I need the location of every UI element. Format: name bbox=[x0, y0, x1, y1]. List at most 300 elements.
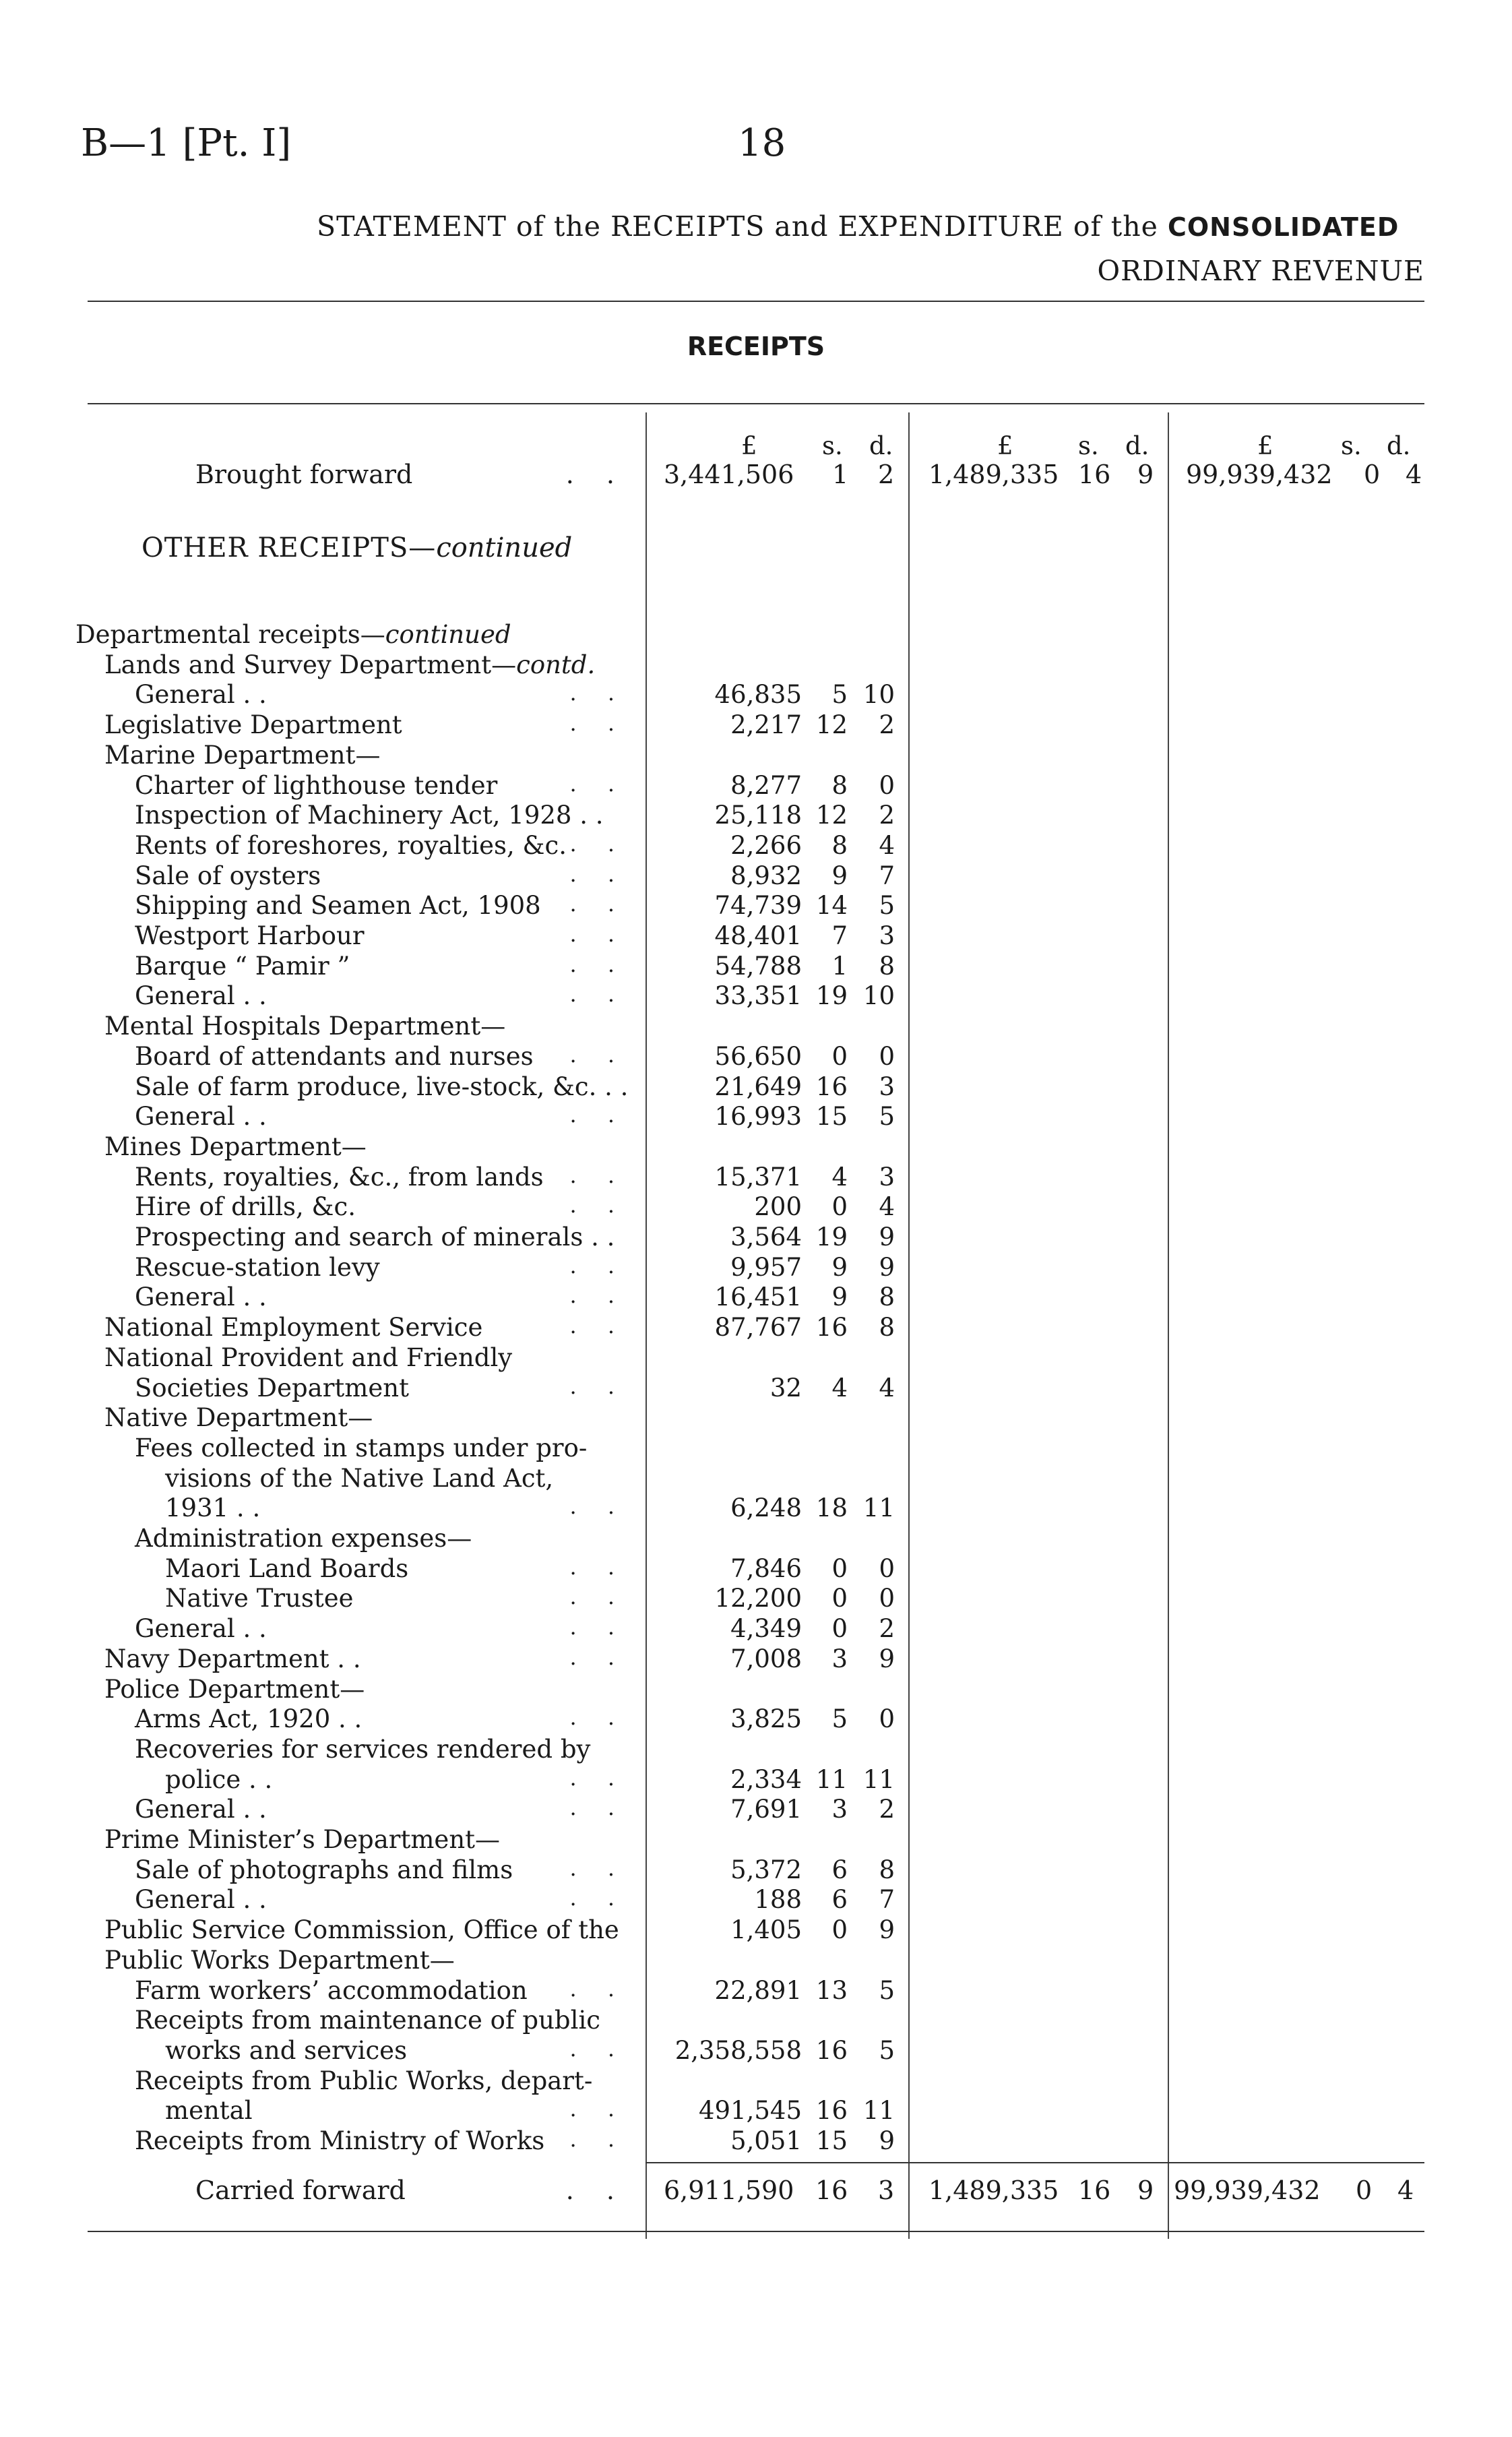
table-row bbox=[0, 1493, 1512, 1523]
amount-pounds: 25,118 bbox=[714, 801, 802, 830]
col2-pound-header: £ bbox=[997, 431, 1013, 460]
row-label-text: Inspection of Machinery Act, 1928 . . bbox=[135, 801, 604, 830]
row-label-text: Native Department— bbox=[104, 1403, 373, 1433]
row-label bbox=[104, 1343, 512, 1372]
table-row bbox=[0, 1675, 1512, 1704]
amount-pounds: 7,846 bbox=[730, 1553, 802, 1583]
table-row bbox=[0, 1072, 1512, 1102]
row-label-text: Police Department— bbox=[104, 1674, 365, 1704]
page-number: 18 bbox=[738, 121, 786, 165]
table-row bbox=[0, 861, 1512, 891]
amount-pounds: 7,691 bbox=[730, 1795, 802, 1824]
row-label bbox=[135, 1253, 380, 1282]
table-row bbox=[0, 1915, 1512, 1945]
row-label bbox=[165, 2096, 253, 2125]
amount-pence: 9 bbox=[879, 1644, 895, 1673]
amount-pounds: 54,788 bbox=[714, 951, 802, 981]
dot-leader: . . bbox=[569, 2035, 627, 2062]
amount-shillings: 12 bbox=[815, 710, 848, 740]
amount-pence: 10 bbox=[862, 981, 895, 1011]
row-label-text: Rents of foreshores, royalties, &c. bbox=[135, 830, 567, 860]
amount-pounds: 15,371 bbox=[714, 1162, 802, 1192]
row-label bbox=[135, 952, 350, 981]
row-label-text: Native Trustee bbox=[165, 1584, 354, 1613]
amount-shillings: 12 bbox=[815, 801, 848, 830]
amount-pence: 0 bbox=[879, 1041, 895, 1071]
table-row bbox=[0, 2126, 1512, 2156]
amount-pounds: 491,545 bbox=[698, 2096, 802, 2126]
table-row bbox=[0, 831, 1512, 861]
amount-shillings: 5 bbox=[831, 680, 848, 710]
row-label bbox=[135, 801, 603, 830]
table-top-rule bbox=[88, 403, 1424, 404]
table-row bbox=[0, 1102, 1512, 1132]
amount-pounds: 32 bbox=[769, 1373, 802, 1402]
row-label bbox=[135, 1614, 267, 1643]
row-label-text: Prime Minister’s Department— bbox=[104, 1825, 501, 1854]
amount-pounds: 1,405 bbox=[730, 1915, 802, 1945]
amount-pence: 10 bbox=[862, 680, 895, 710]
carried-forward-leader: . . bbox=[565, 2176, 627, 2205]
amount-shillings: 16 bbox=[815, 2035, 848, 2065]
table-row bbox=[0, 1433, 1512, 1463]
cf-col1-s: 16 bbox=[815, 2176, 848, 2205]
amount-pounds: 74,739 bbox=[714, 891, 802, 921]
amount-pounds: 33,351 bbox=[714, 981, 802, 1011]
table-row bbox=[0, 620, 1512, 650]
amount-pence: 8 bbox=[879, 1855, 895, 1884]
dot-leader: . . bbox=[569, 1041, 627, 1068]
row-label bbox=[104, 1644, 361, 1673]
col2-d-header: d. bbox=[1125, 431, 1149, 460]
col1-s-header: s. bbox=[822, 431, 843, 460]
table-row bbox=[0, 1554, 1512, 1584]
row-label-text: Administration expenses— bbox=[135, 1524, 472, 1553]
table-row bbox=[0, 710, 1512, 740]
dot-leader: . . bbox=[569, 921, 627, 947]
amount-pounds: 8,277 bbox=[730, 770, 802, 800]
col3-pound-header: £ bbox=[1257, 431, 1273, 460]
table-row bbox=[0, 1644, 1512, 1674]
table-row bbox=[0, 1042, 1512, 1072]
dot-leader: . . bbox=[569, 1644, 627, 1670]
cf-col1-pounds: 6,911,590 bbox=[664, 2176, 794, 2205]
amount-pounds: 8,932 bbox=[730, 861, 802, 890]
amount-pounds: 188 bbox=[754, 1885, 802, 1915]
row-label-text: Navy Department . . bbox=[104, 1644, 361, 1673]
row-label-text: Maori Land Boards bbox=[165, 1553, 409, 1583]
dot-leader: . . bbox=[569, 1493, 627, 1520]
dot-leader: . . bbox=[569, 861, 627, 887]
table-row bbox=[0, 1584, 1512, 1613]
table-row bbox=[0, 1283, 1512, 1312]
cf-col2-d: 9 bbox=[1137, 2176, 1154, 2205]
col3-s-header: s. bbox=[1341, 431, 1362, 460]
table-row bbox=[0, 1192, 1512, 1222]
row-label-text: Westport Harbour bbox=[135, 921, 365, 950]
row-label bbox=[165, 1584, 354, 1613]
amount-shillings: 0 bbox=[831, 1584, 848, 1613]
row-label bbox=[135, 1735, 590, 1764]
table-row bbox=[0, 1343, 1512, 1373]
row-label-text: Barque “ Pamir ” bbox=[135, 951, 350, 981]
row-label bbox=[135, 1976, 528, 2005]
row-label-text: Rents, royalties, &c., from lands bbox=[135, 1162, 544, 1192]
table-row bbox=[0, 1253, 1512, 1283]
table-row bbox=[0, 1313, 1512, 1343]
row-label-text: National Employment Service bbox=[104, 1313, 483, 1343]
row-label-text: General . . bbox=[135, 1885, 267, 1915]
amount-shillings: 9 bbox=[831, 1252, 848, 1282]
table-row bbox=[0, 1735, 1512, 1764]
row-label bbox=[135, 861, 321, 890]
carried-forward-label: Carried forward bbox=[195, 2176, 406, 2205]
amount-pence: 8 bbox=[879, 1283, 895, 1312]
amount-pence: 9 bbox=[879, 1223, 895, 1252]
col2-s-header: s. bbox=[1078, 431, 1099, 460]
cf-col3-s: 0 bbox=[1356, 2176, 1373, 2205]
table-row bbox=[0, 801, 1512, 830]
cf-col3-d: 4 bbox=[1397, 2176, 1414, 2205]
section-heading: RECEIPTS bbox=[687, 332, 825, 361]
amount-shillings: 15 bbox=[815, 1102, 848, 1132]
row-label-text: Mental Hospitals Department— bbox=[104, 1012, 506, 1041]
amount-shillings: 9 bbox=[831, 861, 848, 890]
row-label bbox=[104, 650, 595, 679]
amount-pounds: 7,008 bbox=[730, 1644, 802, 1673]
row-label bbox=[75, 620, 511, 649]
row-label-text: Prospecting and search of minerals . . bbox=[135, 1223, 615, 1252]
row-label-text: works and services bbox=[165, 2035, 408, 2065]
amount-shillings: 6 bbox=[831, 1855, 848, 1884]
cf-col2-pounds: 1,489,335 bbox=[928, 2176, 1059, 2205]
row-label-italic: continued bbox=[385, 620, 511, 649]
row-label bbox=[135, 1855, 513, 1884]
row-label bbox=[104, 741, 381, 770]
amount-pence: 9 bbox=[879, 1915, 895, 1945]
bf-col1-s: 1 bbox=[832, 460, 849, 489]
dot-leader: . . bbox=[569, 951, 627, 977]
bf-col2-s: 16 bbox=[1078, 460, 1111, 489]
amount-pounds: 87,767 bbox=[714, 1313, 802, 1343]
row-label-text: Legislative Department bbox=[104, 710, 402, 740]
bf-col3-d: 4 bbox=[1406, 460, 1422, 489]
amount-shillings: 16 bbox=[815, 2096, 848, 2126]
dot-leader: . . bbox=[569, 710, 627, 737]
row-label-text: Fees collected in stamps under pro- bbox=[135, 1433, 588, 1462]
row-label-text: Board of attendants and nurses bbox=[135, 1041, 534, 1071]
table-row bbox=[0, 771, 1512, 801]
amount-shillings: 7 bbox=[831, 921, 848, 950]
row-label bbox=[104, 1132, 367, 1161]
amount-pence: 0 bbox=[879, 1704, 895, 1734]
row-label-text: Marine Department— bbox=[104, 740, 381, 770]
row-label-text: General . . bbox=[135, 1614, 267, 1644]
amount-pence: 9 bbox=[879, 1252, 895, 1282]
row-label-text: Public Service Commission, Office of the bbox=[104, 1915, 619, 1945]
row-label bbox=[165, 1554, 408, 1583]
row-label bbox=[135, 771, 497, 800]
table-row bbox=[0, 650, 1512, 680]
amount-pence: 7 bbox=[879, 861, 895, 890]
document-reference: B—1 [Pt. I] bbox=[81, 121, 292, 165]
row-label bbox=[135, 1192, 356, 1221]
table-row bbox=[0, 2006, 1512, 2035]
dot-leader: . . bbox=[569, 1102, 627, 1128]
amount-pence: 4 bbox=[879, 1192, 895, 1222]
table-row bbox=[0, 921, 1512, 951]
table-row bbox=[0, 1704, 1512, 1734]
amount-pounds: 48,401 bbox=[714, 921, 802, 950]
amount-pence: 8 bbox=[879, 1313, 895, 1343]
table-row bbox=[0, 2096, 1512, 2126]
row-label-text: Receipts from Ministry of Works bbox=[135, 2126, 545, 2155]
amount-shillings: 13 bbox=[815, 1975, 848, 2005]
table-row bbox=[0, 1946, 1512, 1975]
amount-shillings: 1 bbox=[831, 951, 848, 981]
row-label bbox=[104, 1946, 455, 1975]
amount-pounds: 56,650 bbox=[714, 1041, 802, 1071]
table-row bbox=[0, 1012, 1512, 1041]
col1-pound-header: £ bbox=[741, 431, 757, 460]
amount-pounds: 12,200 bbox=[714, 1584, 802, 1613]
total-top-rule bbox=[645, 2162, 1424, 2163]
row-label bbox=[135, 1283, 267, 1312]
amount-pounds: 46,835 bbox=[714, 680, 802, 710]
row-label-text: Sale of farm produce, live-stock, &c. . . bbox=[135, 1072, 629, 1101]
table-row bbox=[0, 981, 1512, 1011]
amount-shillings: 8 bbox=[831, 830, 848, 860]
dot-leader: . . bbox=[569, 2096, 627, 2122]
amount-pence: 3 bbox=[879, 921, 895, 950]
amount-shillings: 9 bbox=[831, 1283, 848, 1312]
row-label-text: 1931 . . bbox=[165, 1493, 261, 1523]
amount-shillings: 5 bbox=[831, 1704, 848, 1734]
table-row bbox=[0, 1223, 1512, 1252]
amount-pence: 5 bbox=[879, 2035, 895, 2065]
dot-leader: . . bbox=[569, 1283, 627, 1309]
amount-shillings: 18 bbox=[815, 1493, 848, 1523]
table-row bbox=[0, 1825, 1512, 1855]
row-label bbox=[135, 1223, 615, 1252]
row-label bbox=[135, 921, 365, 950]
amount-pence: 3 bbox=[879, 1162, 895, 1192]
amount-pence: 0 bbox=[879, 1553, 895, 1583]
dot-leader: . . bbox=[569, 1313, 627, 1339]
amount-pence: 2 bbox=[879, 710, 895, 740]
row-label bbox=[104, 1825, 500, 1854]
bf-col1-d: 2 bbox=[878, 460, 895, 489]
row-label-text: Receipts from Public Works, depart- bbox=[135, 2066, 593, 2095]
table-row bbox=[0, 1403, 1512, 1433]
row-label bbox=[135, 2066, 592, 2095]
amount-pounds: 2,217 bbox=[730, 710, 802, 740]
amount-pence: 11 bbox=[862, 1764, 895, 1794]
bf-col3-pounds: 99,939,432 bbox=[1186, 460, 1333, 489]
row-label bbox=[165, 1464, 553, 1493]
amount-pence: 0 bbox=[879, 770, 895, 800]
title-plain: STATEMENT of the RECEIPTS and EXPENDITURE of the bbox=[317, 210, 1158, 243]
dot-leader: . . bbox=[569, 1192, 627, 1218]
row-label bbox=[135, 1795, 267, 1824]
row-label-text: Recoveries for services rendered by bbox=[135, 1734, 591, 1764]
amount-pounds: 22,891 bbox=[714, 1975, 802, 2005]
row-label bbox=[135, 1885, 267, 1914]
cf-col3-pounds: 99,939,432 bbox=[1174, 2176, 1321, 2205]
table-row bbox=[0, 1374, 1512, 1403]
amount-pence: 5 bbox=[879, 891, 895, 921]
amount-pounds: 200 bbox=[754, 1192, 802, 1222]
brought-forward-leader: . . bbox=[565, 460, 627, 489]
amount-pence: 4 bbox=[879, 830, 895, 860]
dot-leader: . . bbox=[569, 981, 627, 1008]
row-label bbox=[135, 1072, 628, 1101]
title-bold: CONSOLIDATED bbox=[1167, 212, 1399, 242]
amount-shillings: 0 bbox=[831, 1041, 848, 1071]
row-label bbox=[135, 1374, 409, 1402]
amount-pence: 2 bbox=[879, 1795, 895, 1824]
row-label-text: Shipping and Seamen Act, 1908 bbox=[135, 891, 541, 921]
dot-leader: . . bbox=[569, 891, 627, 917]
amount-pounds: 3,825 bbox=[730, 1704, 802, 1734]
amount-pounds: 2,334 bbox=[730, 1764, 802, 1794]
other-receipts-italic: continued bbox=[436, 532, 573, 563]
table-row bbox=[0, 1614, 1512, 1644]
other-receipts-heading bbox=[141, 532, 572, 563]
table-row bbox=[0, 2036, 1512, 2066]
amount-pounds: 16,451 bbox=[714, 1283, 802, 1312]
amount-pence: 0 bbox=[879, 1584, 895, 1613]
amount-pence: 11 bbox=[862, 1493, 895, 1523]
dot-leader: . . bbox=[569, 1614, 627, 1640]
amount-pounds: 4,349 bbox=[730, 1614, 802, 1644]
dot-leader: . . bbox=[569, 1584, 627, 1610]
row-label-text: Rescue-station levy bbox=[135, 1252, 380, 1282]
amount-shillings: 3 bbox=[831, 1644, 848, 1673]
row-label bbox=[135, 1524, 472, 1553]
table-row bbox=[0, 1795, 1512, 1824]
table-row bbox=[0, 1855, 1512, 1885]
table-row bbox=[0, 1765, 1512, 1795]
amount-pence: 2 bbox=[879, 801, 895, 830]
row-label bbox=[135, 1704, 362, 1733]
brought-forward-label: Brought forward bbox=[195, 460, 413, 489]
row-label-text: Farm workers’ accommodation bbox=[135, 1975, 528, 2005]
amount-pounds: 2,266 bbox=[730, 830, 802, 860]
amount-shillings: 11 bbox=[815, 1764, 848, 1794]
amount-shillings: 0 bbox=[831, 1192, 848, 1222]
amount-shillings: 0 bbox=[831, 1915, 848, 1945]
dot-leader: . . bbox=[569, 830, 627, 857]
table-row bbox=[0, 1163, 1512, 1192]
bf-col3-s: 0 bbox=[1364, 460, 1381, 489]
row-label bbox=[165, 2036, 407, 2065]
amount-pounds: 16,993 bbox=[714, 1102, 802, 1132]
table-row bbox=[0, 891, 1512, 921]
dot-leader: . . bbox=[569, 1553, 627, 1580]
row-label-text: Arms Act, 1920 . . bbox=[135, 1704, 363, 1734]
dot-leader: . . bbox=[569, 1704, 627, 1731]
amount-pence: 5 bbox=[879, 1975, 895, 2005]
row-label bbox=[165, 1493, 260, 1522]
amount-pence: 5 bbox=[879, 1102, 895, 1132]
row-label-italic: contd. bbox=[516, 650, 596, 679]
amount-shillings: 19 bbox=[815, 981, 848, 1011]
table-row bbox=[0, 1885, 1512, 1915]
row-label-text: Charter of lighthouse tender bbox=[135, 770, 498, 800]
row-label-text: National Provident and Friendly bbox=[104, 1343, 513, 1372]
row-label-text: Hire of drills, &c. bbox=[135, 1192, 356, 1222]
row-label-text: General . . bbox=[135, 1283, 267, 1312]
amount-shillings: 3 bbox=[831, 1795, 848, 1824]
row-label-text: police . . bbox=[165, 1764, 273, 1794]
amount-pounds: 9,957 bbox=[730, 1252, 802, 1282]
dot-leader: . . bbox=[569, 1855, 627, 1881]
cf-col2-s: 16 bbox=[1078, 2176, 1111, 2205]
amount-pounds: 21,649 bbox=[714, 1072, 802, 1101]
table-row bbox=[0, 1524, 1512, 1553]
amount-shillings: 4 bbox=[831, 1162, 848, 1192]
amount-pence: 4 bbox=[879, 1373, 895, 1402]
row-label-text: Sale of oysters bbox=[135, 861, 321, 890]
row-label-text: General . . bbox=[135, 1795, 267, 1824]
row-label-text: General . . bbox=[135, 981, 267, 1011]
table-row bbox=[0, 680, 1512, 710]
dot-leader: . . bbox=[569, 1795, 627, 1821]
other-receipts-plain: OTHER RECEIPTS— bbox=[141, 532, 437, 563]
amount-pounds: 5,372 bbox=[730, 1855, 802, 1884]
dot-leader: . . bbox=[569, 1373, 627, 1399]
row-label bbox=[104, 710, 402, 739]
row-label bbox=[135, 680, 267, 709]
amount-shillings: 4 bbox=[831, 1373, 848, 1402]
dot-leader: . . bbox=[569, 770, 627, 797]
row-label bbox=[135, 1433, 587, 1462]
amount-shillings: 16 bbox=[815, 1072, 848, 1101]
row-label-text: visions of the Native Land Act, bbox=[165, 1463, 554, 1493]
amount-pence: 9 bbox=[879, 2126, 895, 2155]
table-row bbox=[0, 952, 1512, 981]
row-label-text: Mines Department— bbox=[104, 1132, 367, 1161]
amount-shillings: 0 bbox=[831, 1553, 848, 1583]
table-row bbox=[0, 741, 1512, 770]
row-label-text: General . . bbox=[135, 1102, 267, 1132]
col1-d-header: d. bbox=[869, 431, 893, 460]
row-label bbox=[135, 981, 267, 1010]
row-label bbox=[104, 1675, 365, 1704]
amount-pence: 3 bbox=[879, 1072, 895, 1101]
amount-pence: 8 bbox=[879, 951, 895, 981]
dot-leader: . . bbox=[569, 2126, 627, 2152]
row-label-text: Lands and Survey Department— bbox=[104, 650, 517, 679]
row-label bbox=[135, 2006, 600, 2035]
row-label bbox=[104, 1313, 482, 1342]
row-label bbox=[104, 1915, 619, 1944]
dot-leader: . . bbox=[569, 1975, 627, 2002]
table-row bbox=[0, 1464, 1512, 1493]
amount-pounds: 2,358,558 bbox=[674, 2035, 802, 2065]
amount-pounds: 5,051 bbox=[730, 2126, 802, 2155]
bf-col1-pounds: 3,441,506 bbox=[664, 460, 794, 489]
dot-leader: . . bbox=[569, 1764, 627, 1791]
amount-shillings: 16 bbox=[815, 1313, 848, 1343]
row-label-text: Public Works Department— bbox=[104, 1945, 455, 1975]
row-label-text: Societies Department bbox=[135, 1373, 409, 1402]
amount-pence: 2 bbox=[879, 1614, 895, 1644]
amount-pence: 11 bbox=[862, 2096, 895, 2126]
row-label-text: Sale of photographs and films bbox=[135, 1855, 513, 1884]
row-label bbox=[104, 1012, 505, 1041]
